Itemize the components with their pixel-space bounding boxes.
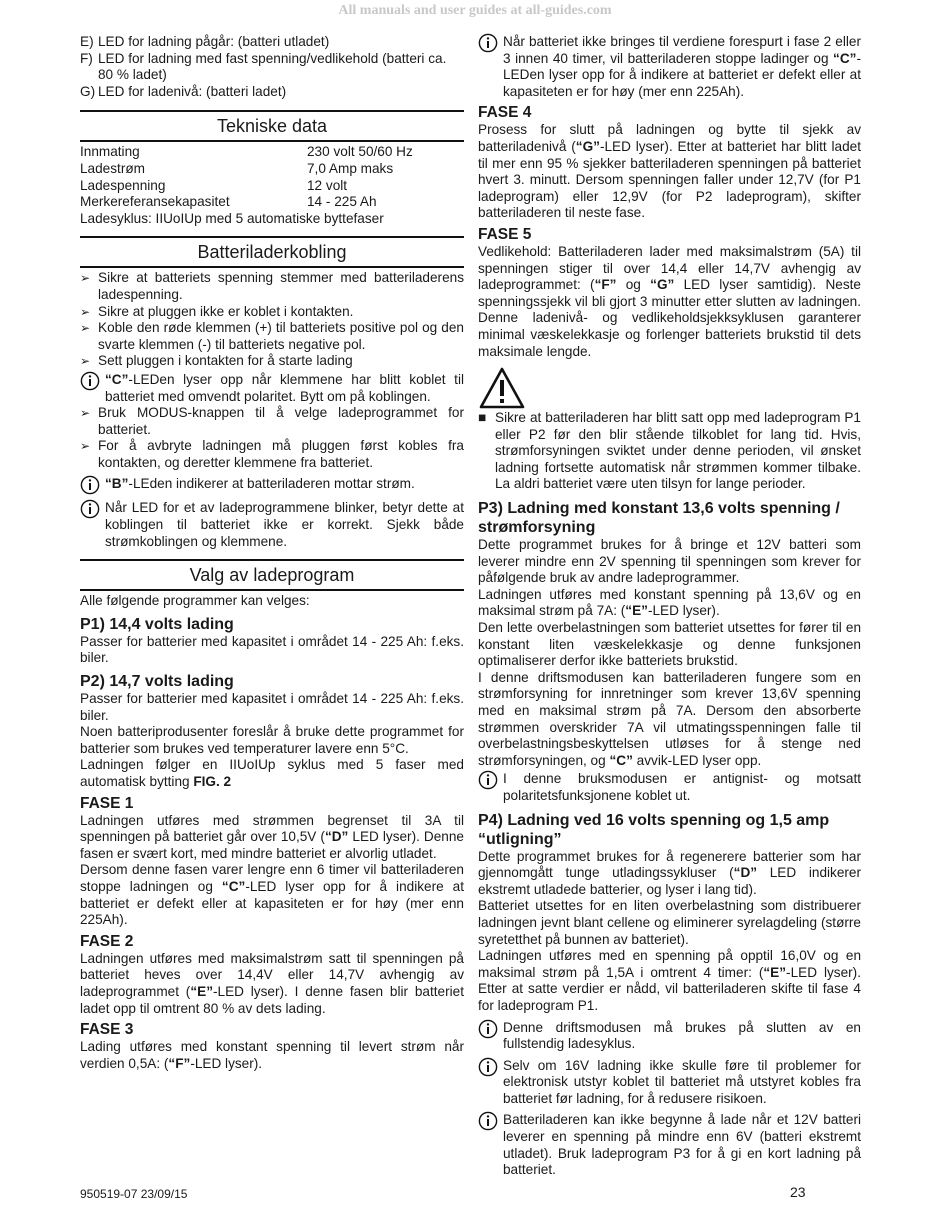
info-note: Batteriladeren kan ikke begynne å lade når et 12V batteri leverer en spenning på mindre enn 6V (batteri ekstremt utladet). Bruk ladeprogram P3 for å gi en kort ladning på batteriet. [478,1112,861,1178]
list-item: F) LED for ladning med fast spenning/vedlikehold (batteri ca. 80 % ladet) [80,50,447,83]
p3-heading: P3) Ladning med konstant 13,6 volts spenning / strømforsyning [478,500,840,537]
fase2-heading: FASE 2 [80,932,134,950]
arrow-bullet-icon: ➢ [80,354,91,369]
arrow-bullet-icon: ➢ [80,439,91,454]
info-note: “B”-LEden indikerer at batteriladeren mottar strøm. [80,476,464,495]
info-icon [478,33,498,53]
warning-note: ■ Sikre at batteriladeren har blitt satt opp med ladeprogram P1 eller P2 før den blir stående tilkoblet for lang tid. Hvis, strømforsyningen sviktet under denne perioden, vil ønsket ladning fortsette automatisk når strømmen kommer tilbake. La aldri batteriet være uten tilsyn for lange perioder. [478,410,861,492]
fase5-heading: FASE 5 [478,225,532,243]
info-icon [478,1057,498,1077]
p3-text: Ladningen utføres med konstant spenning på 13,6V og en maksimal strøm på 7A: (“E”-LED lyser). [478,586,861,619]
fase4-heading: FASE 4 [478,104,532,122]
fase4-text: Prosess for slutt på ladningen og bytte til sjekk av batteriladenivå (“G”-LED lyser). Etter at batteriet har blitt ladet til mer enn 95 % sjekker batteriladeren spenningen på batteriet hvert 3. minutt. Dersom spenningen faller under 12,7V (for P1 ladeprogram) eller 12,9V (for P2 ladeprogram), skifter batteriladeren til neste fase. [478,122,861,221]
p4-text: Dette programmet brukes for å regenerere batterier som har gjennomgått tunge utladingssykluser (“D” LED indikerer ekstremt utladede batterier, og lyser i lang tid). [478,848,861,897]
spec-row: Ladespenning 12 volt [80,177,348,193]
info-note: Når batteriet ikke bringes til verdiene forespurt i fase 2 eller 3 innen 40 timer, vil batteriladeren stoppe ladinger og “C”-LEDen lyser opp for å indikere at batteriet er defekt eller at kapasiteten er for høy (mer enn 225Ah). [478,34,861,100]
p1-text: Passer for batterier med kapasitet i området 14 - 225 Ah: f.eks. biler. [80,633,464,666]
p2-text: Ladningen følger en IIUoIUp syklus med 5 faser med automatisk bytting FIG. 2 [80,757,464,789]
left-column [80,34,464,1072]
info-icon [478,770,498,790]
p3-text: I denne driftsmodusen kan batteriladeren fungere som en strømforsyning for innretninger som krever 13,6V spenning med en maksimal strøm på 7A. Dersom den absorberte strømmen overskrider 7A vil utmatingsspenningen falle til overbelastningsbeskyttelsen utløses for å stenge ned strømforsyningen, og “C” avvik-LED lyser opp. [478,669,861,768]
info-note: Når LED for et av ladeprogrammene blinker, betyr dette at koblingen til batteriet ikke er korrekt. Sjekk både strømkoblingen og klemmene. [80,500,464,550]
arrow-bullet-icon: ➢ [80,406,91,421]
info-note: I denne bruksmodusen er antignist- og motsatt polaritetsfunksjonene koblet ut. [478,771,861,804]
section-heading-batteriladerkobling: Batteriladerkobling [80,236,464,268]
p4-heading: P4) Ladning ved 16 volts spenning og 1,5 amp “utligning” [478,811,830,848]
list-item: ➢ Sikre at pluggen ikke er koblet i kontakten. [80,303,354,319]
p3-text: Dette programmet brukes for å bringe et 12V batteri som leverer mindre enn 2V spenning til spenningen som krever for påfølgende bruk av andre ladeprogrammer. [478,537,861,586]
p3-text: Den lette overbelastningen som batteriet utsettes for fører til en konstant liten væskelekkasje og denne funksjonen optimaliserer derfor ikke batteriets brukstid. [478,620,861,669]
list-item: G) LED for ladenivå: (batteri ladet) [80,83,287,99]
p4-text: Ladningen utføres med en spenning på opptil 16,0V og en maksimal strøm på 1,5A i omtrent 4 timer: (“E”-LED lyser). Etter at satte verdier er nådd, vil batteriladeren skifte til fase 4 for ladeprogram P1. [478,948,861,1013]
arrow-bullet-icon: ➢ [80,271,91,286]
led-list [80,34,464,100]
list-item: E) LED for ladning pågår: (batteri utladet) [80,34,330,49]
info-icon [478,1111,498,1131]
info-icon [80,475,100,495]
p1-heading: P1) 14,4 volts lading [80,615,234,633]
ladesyklus-text: Ladesyklus: IIUoIUp med 5 automatiske byttefaser [80,210,384,226]
document-id: 950519-07 23/09/15 [80,1187,188,1201]
info-icon [478,1019,498,1039]
section-heading-tekniske-data: Tekniske data [80,110,464,142]
list-item: ➢ Koble den røde klemmen (+) til batteriets positive pol og den svarte klemmen (-) til batteriets negative pol. [80,320,464,352]
list-item: ➢ Sikre at batteriets spenning stemmer med batteriladerens ladespenning. [80,270,464,302]
fase1-heading: FASE 1 [80,794,134,812]
fase5-text: Vedlikehold: Batteriladeren lader med maksimalstrøm (5A) til spenningen stiger til over 14,4 eller 14,7V avhengig av ladeprogrammet: (“F” og “G” LED lyser samtidig). Neste spenningssjekk vil bli gjort 3 minutter etter slutten av ladningen. Denne ladenivå- og vedlikeholdsjekksyklusen garanterer minimal væskelekkasje og forlenger batteriets brukstid til dets maksimale lengde. [478,243,861,359]
spec-table [80,144,464,227]
info-note: “C”-LEDen lyser opp når klemmene har blitt koblet til batteriet med omvendt polaritet. Bytt om på koblingen. [80,372,464,405]
square-bullet-icon: ■ [478,410,487,426]
p2-heading: P2) 14,7 volts lading [80,673,234,691]
watermark: All manuals and user guides at all-guides.com [338,3,612,18]
page-number: 23 [790,1184,806,1200]
right-column [478,34,861,1179]
spec-row: Merkereferansekapasitet 14 - 225 Ah [80,194,377,210]
arrow-bullet-icon: ➢ [80,304,91,319]
info-icon [80,499,100,519]
list-item: ➢ Sett pluggen i kontakten for å starte lading [80,353,353,369]
info-icon [80,371,100,391]
info-note: Selv om 16V ladning ikke skulle føre til problemer for elektronisk utstyr koblet til batteriet må utstyret kobles fra batteriet før ladning, for å redusere risikoen. [478,1058,861,1108]
fase3-heading: FASE 3 [80,1021,134,1039]
fase1-text: Dersom denne fasen varer lengre enn 6 timer vil batteriladeren stoppe ladningen og “C”-LED lyser opp for å indikere at batteriet er defekt eller at kapasiteten er for høy (mer enn 225Ah). [80,862,464,928]
p4-text: Batteriet utsettes for en liten overbelastning som distribuerer ladningen jevnt blant cellene og eliminerer syrelagdeling (større syretetthet på bunnen av batteriet). [478,898,861,947]
info-note: Denne driftsmodusen må brukes på slutten av en fullstendig ladesyklus. [478,1020,861,1053]
spec-row: Innmating 230 volt 50/60 Hz [80,144,413,160]
list-item: ➢ For å avbryte ladningen må pluggen først kobles fra kontakten, og deretter klemmene fra batteriet. [80,438,464,470]
fase1-text: Ladningen utføres med strømmen begrenset til 3A til spenningen på batteriet går over 10,5V (“D” LED lyser). Denne fasen er svært kort, med mindre batteriet er alvorlig utladet. [80,812,464,861]
p2-text: Noen batteriprodusenter foreslår å bruke dette programmet for batterier som brukes ved temperaturer lavere enn 5°C. [80,724,464,756]
fase3-text: Lading utføres med konstant spenning til levert strøm når verdien 0,5A: (“F”-LED lyser). [80,1039,464,1071]
p2-text: Passer for batterier med kapasitet i området 14 - 225 Ah: f.eks. biler. [80,691,464,723]
arrow-bullet-icon: ➢ [80,321,91,336]
valg-intro: Alle følgende programmer kan velges: [80,593,310,609]
section-heading-valg-av-ladeprogram: Valg av ladeprogram [80,559,464,591]
warning-icon [478,366,526,410]
list-item: ➢ Bruk MODUS-knappen til å velge ladeprogrammet for batteriet. [80,405,464,437]
spec-row: Ladestrøm 7,0 Amp maks [80,160,394,176]
fase2-text: Ladningen utføres med maksimalstrøm satt til spenningen på batteriet heves over 14,4V eller 14,7V avhengig av ladeprogrammet (“E”-LED lyser). I denne fasen blir batteriet ladet opp til omtrent 80 % av dets lading. [80,950,464,1016]
